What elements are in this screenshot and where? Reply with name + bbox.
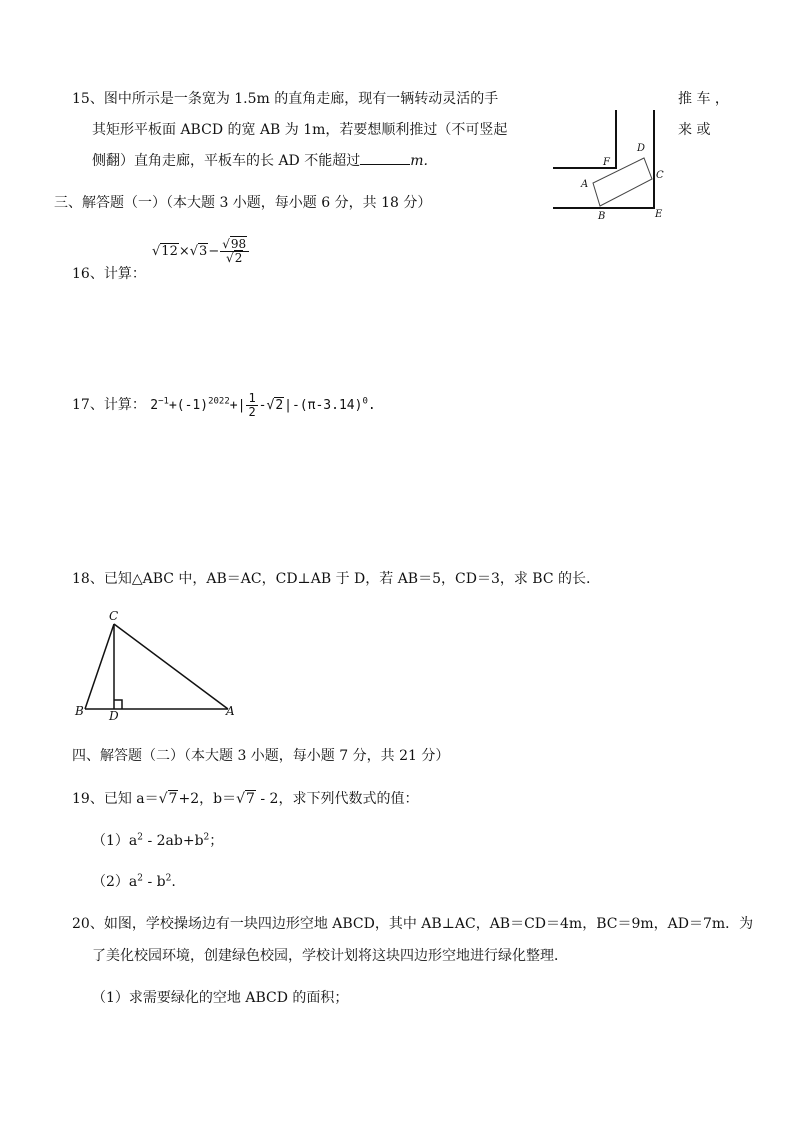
q19-text-c: - 2，求下列代数式的值： xyxy=(255,791,419,807)
q17-frac-den: 2 xyxy=(248,405,256,419)
label-c: C xyxy=(109,609,119,623)
label-e: E xyxy=(655,209,663,220)
q15-line2-right: 来 或 xyxy=(678,122,711,138)
q19-part2 xyxy=(92,871,176,891)
q19-p2-b: - b xyxy=(143,874,166,890)
q20-line2: 了美化校园环境，创建绿色校园，学校计划将这块四边形空地进行绿化整理． xyxy=(92,948,568,964)
q17-term-b: +(-1) xyxy=(168,398,209,413)
q17-abs-open: +| xyxy=(229,398,246,413)
q16-rad2: 3 xyxy=(199,244,208,259)
q19-text-b: +2，b＝ xyxy=(178,791,237,807)
cart-rectangle xyxy=(593,158,652,206)
q19-p1-sup1: 2 xyxy=(137,832,143,843)
q19-p1-c: ； xyxy=(209,833,224,849)
q19-rad-b: 7 xyxy=(246,791,255,807)
q19-part1 xyxy=(92,830,223,850)
q17-label: 17、计算： xyxy=(72,397,146,413)
section-4-heading: 四、解答题（二）（本大题 3 小题，每小题 7 分，共 21 分） xyxy=(72,748,450,764)
right-angle-mark xyxy=(114,700,122,709)
label-c: C xyxy=(656,170,664,181)
section-3-heading: 三、解答题（一）（本大题 3 小题，每小题 6 分，共 18 分） xyxy=(54,195,432,211)
triangle-figure xyxy=(72,608,247,723)
q17-minus: - xyxy=(258,398,267,413)
q15-line3-text: 侧翻）直角走廊，平板车的长 AD 不能超过 xyxy=(92,153,361,169)
q19-text: 19、已知 a＝√7+2，b＝√7 - 2，求下列代数式的值： xyxy=(72,791,419,807)
q19-p1-a: （1）a xyxy=(92,833,138,849)
q17-end: . xyxy=(367,398,376,413)
label-f: F xyxy=(603,157,610,168)
q17-term-e: |-(π-3.14) xyxy=(284,398,363,413)
q19-p2-c: . xyxy=(171,874,176,890)
q16-label: 16、计算： xyxy=(72,266,146,282)
q16-frac-den: 2 xyxy=(234,251,243,265)
label-a: A xyxy=(581,179,589,190)
q16-times: × xyxy=(178,244,190,259)
q19-p2-sup1: 2 xyxy=(137,873,143,884)
label-d: D xyxy=(637,143,646,154)
q17-frac-num: 1 xyxy=(248,391,256,405)
q17-expression: $2^{-1}+(-1)^{2022}+|$ $\frac{1}{2}$ $-√2|-(\pi-3.14)^0$. xyxy=(150,391,376,419)
q15-line1-right: 推 车 ， xyxy=(678,91,729,107)
label-a: A xyxy=(226,704,235,718)
q15-line2: 其矩形平板面 ABCD 的宽 AB 为 1m，若要想顺利推过（不可竖起 xyxy=(92,122,508,138)
q17 xyxy=(72,392,376,419)
label-d: D xyxy=(109,709,119,723)
q16-minus: − xyxy=(208,244,220,259)
q20-line1: 20、如图，学校操场边有一块四边形空地 ABCD，其中 AB⊥AC，AB＝CD＝4m，BC＝9m，AD＝7m．为 xyxy=(72,916,754,932)
q17-base: 2 xyxy=(150,398,159,413)
q19-p2-sup2: 2 xyxy=(165,873,172,884)
q19-p1-sup2: 2 xyxy=(203,832,210,843)
q19-p2-a: （2）a xyxy=(92,874,138,890)
q17-exp-b: 2022 xyxy=(208,396,230,407)
q16-frac-num: 98 xyxy=(230,237,247,251)
side-bc xyxy=(85,624,114,709)
q15-line1: 15、图中所示是一条宽为 1.5m 的直角走廊，现有一辆转动灵活的手 xyxy=(72,91,499,107)
q16-fraction: $\frac{√98}{√2}$ xyxy=(220,238,249,265)
q16-rad1: 12 xyxy=(161,244,178,259)
side-ca xyxy=(114,624,228,709)
q20-part1: （1）求需要绿化的空地 ABCD 的面积； xyxy=(92,990,349,1006)
q19-text-a: 19、已知 a＝ xyxy=(72,791,159,807)
label-b: B xyxy=(75,704,84,718)
q19-p1-b: - 2ab+b xyxy=(143,833,204,849)
corridor-figure xyxy=(548,108,678,223)
q15-line3 xyxy=(92,150,428,170)
q15-unit: m. xyxy=(410,153,428,169)
q17-exp-a: −1 xyxy=(158,396,169,407)
q16-expression: √12×√3− $\frac{√98}{√2}$ xyxy=(152,238,250,265)
q17-rad: 2 xyxy=(275,398,284,413)
q17-fraction xyxy=(246,392,257,419)
q17-exp-e: 0 xyxy=(362,396,368,407)
q18-text: 18、已知△ABC 中，AB＝AC，CD⊥AB 于 D，若 AB＝5，CD＝3，求 BC 的长. xyxy=(72,571,591,587)
answer-blank xyxy=(360,152,410,165)
q19-rad-a: 7 xyxy=(168,791,178,807)
label-b: B xyxy=(598,211,606,222)
